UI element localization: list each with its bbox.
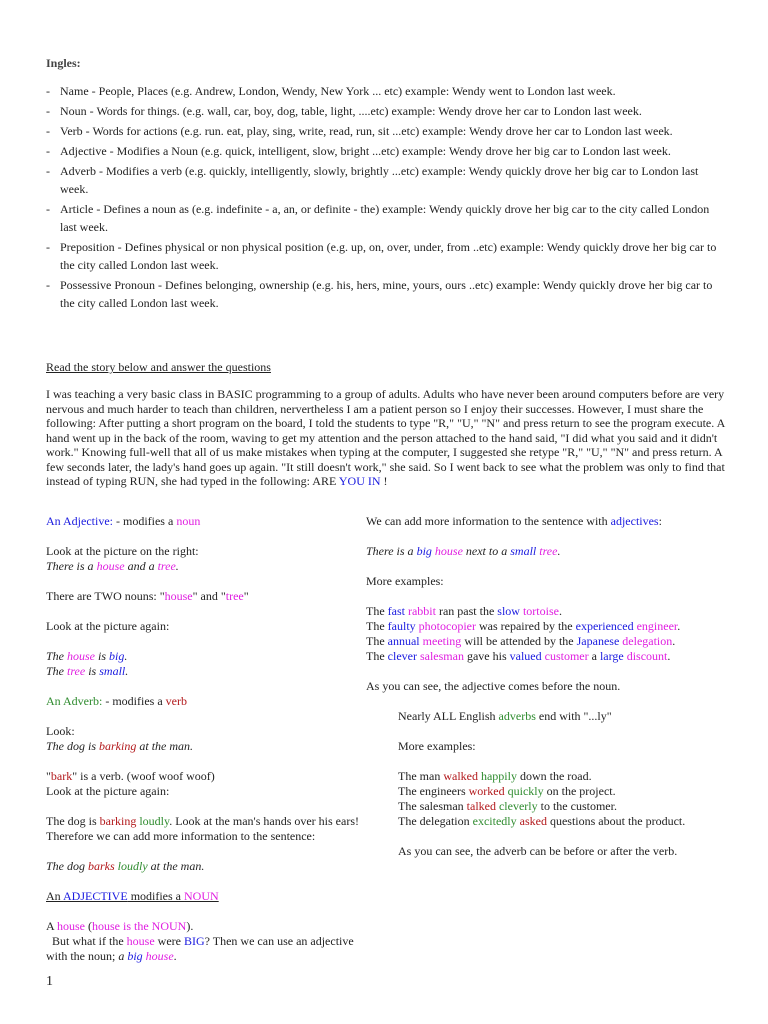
adjective-word: experienced <box>575 619 634 633</box>
text: . Look at the man's hands over his ears! <box>169 814 359 828</box>
left-column <box>46 514 364 964</box>
noun-word: delegation <box>622 634 673 648</box>
text: is <box>95 649 110 663</box>
term-adjective: ADJECTIVE <box>63 889 128 903</box>
story-end: ! <box>380 474 388 488</box>
text: The engineers <box>398 784 469 798</box>
text-line <box>46 589 364 604</box>
text-line <box>46 934 364 964</box>
text: . <box>124 649 128 663</box>
text: There is a <box>46 559 97 573</box>
text-line <box>366 709 738 724</box>
term-adjective: An Adjective: <box>46 514 113 528</box>
noun-word: house <box>96 559 125 573</box>
text: . <box>557 544 561 558</box>
story-text: I was teaching a very basic class in BASIC programming to a group of adults. Adults who have never been around computers before are very nervous and much harder to teach than children, nervertheless I am a patient person so I enjoy their successes. However, I must share the following: After putting a short program on the board, I told the students to type "R," "U," "N" and press return to see the program execute. A hand went up in the back of the room, waving to get my attention and the person attached to the hand said, "I did what you said and it didn't work." Knowing full-well that all of us make mistakes when typing at the computer, I suggested she retype "R," "U," "N" and press return. A few seconds later, the lady's hand goes up again. "It still doesn't work," she said. So I went back to see what the problem was only to find that instead of typing RUN, she had typed in the following: ARE <box>46 387 725 488</box>
noun-word: house <box>434 544 463 558</box>
text: The man <box>398 769 444 783</box>
adjective-word: large <box>599 649 624 663</box>
noun-word: photocopier <box>418 619 476 633</box>
adverb-word: loudly <box>139 814 170 828</box>
text: next to a <box>462 544 511 558</box>
text-line: More examples: <box>366 574 444 588</box>
term-noun: NOUN <box>184 889 219 903</box>
bullet-dash: - <box>46 84 50 98</box>
noun-word: tree <box>157 559 176 573</box>
verb-word: barking <box>99 814 137 828</box>
text: was repaired by the <box>475 619 576 633</box>
text-line: Look at the picture again: <box>46 784 170 798</box>
noun-word: tree <box>225 589 244 603</box>
text: a <box>588 649 600 663</box>
example-sentence <box>366 814 738 829</box>
noun-word: house <box>57 919 86 933</box>
noun-word: discount <box>626 649 668 663</box>
text: The <box>46 649 67 663</box>
example-sentence <box>366 649 738 664</box>
text: There are TWO nouns: " <box>46 589 165 603</box>
term-adjectives: adjectives <box>610 514 659 528</box>
text: But what if the <box>46 934 127 948</box>
adverb-word: cleverly <box>498 799 538 813</box>
text: The <box>366 604 388 618</box>
text: We can add more information to the sentence with <box>366 514 611 528</box>
example-sentence <box>46 859 364 874</box>
text: questions about the product. <box>546 814 686 828</box>
text: will be attended by the <box>461 634 577 648</box>
adjective-word: big <box>416 544 432 558</box>
text: . <box>125 664 129 678</box>
example-sentence <box>366 769 738 784</box>
text-line: As you can see, the adverb can be before or after the verb. <box>398 844 678 858</box>
page-number: 1 <box>46 974 53 989</box>
term-noun: noun <box>176 514 201 528</box>
text: at the man. <box>147 859 205 873</box>
adjective-word: big <box>127 949 143 963</box>
adjective-word: valued <box>509 649 542 663</box>
adjective-word: BIG <box>183 934 205 948</box>
text: . <box>672 634 676 648</box>
text: " and " <box>192 589 226 603</box>
text: The <box>46 664 67 678</box>
text: The salesman <box>398 799 467 813</box>
text: ? Then we can use an adjective with the noun; <box>46 934 357 963</box>
bullet-dash: - <box>46 164 50 178</box>
noun-word: house <box>145 949 174 963</box>
list-item-text: Preposition - Defines physical or non physical position (e.g. up, on, over, under, from ..etc) example: Wendy quickly drove her big car to the city called London last week. <box>60 240 717 272</box>
noun-word: salesman <box>419 649 464 663</box>
text-line <box>46 814 364 829</box>
example-sentence <box>366 544 738 559</box>
text: is <box>85 664 100 678</box>
text: An <box>46 889 64 903</box>
list-item-text: Verb - Words for actions (e.g. run. eat, play, sing, write, read, run, sit ...etc) example: Wendy drove her car to London last week. <box>60 124 673 138</box>
list-item-text: Adjective - Modifies a Noun (e.g. quick, intelligent, slow, bright ...etc) example: Wendy drove her big car to London last week. <box>60 144 671 158</box>
text: " is a verb. (woof woof woof) <box>72 769 215 783</box>
example-sentence <box>366 634 738 649</box>
adverb-word: loudly <box>117 859 148 873</box>
adverb-word: excitedly <box>472 814 517 828</box>
text: A <box>46 919 58 933</box>
list-item <box>46 102 728 120</box>
noun-word: house <box>126 934 155 948</box>
text: end with "...ly" <box>535 709 612 723</box>
adjective-word: big <box>109 649 125 663</box>
noun-word: tree <box>67 664 86 678</box>
text-line <box>46 769 364 784</box>
text: The <box>366 619 388 633</box>
text: The <box>366 649 388 663</box>
list-item-text: Name - People, Places (e.g. Andrew, London, Wendy, New York ... etc) example: Wendy went to London last week. <box>60 84 616 98</box>
adjective-word: annual <box>387 634 420 648</box>
noun-word: house <box>67 649 95 663</box>
example-sentence <box>46 649 364 664</box>
text: at the man. <box>136 739 194 753</box>
example-sentence <box>366 784 738 799</box>
list-item <box>46 200 728 236</box>
example-sentence <box>366 799 738 814</box>
text: " <box>243 589 249 603</box>
adjective-word: clever <box>387 649 417 663</box>
text: The dog <box>46 859 88 873</box>
text-line: As you can see, the adjective comes before the noun. <box>366 679 621 693</box>
noun-word: meeting <box>422 634 462 648</box>
list-item-text: Article - Defines a noun as (e.g. indefinite - a, an, or definite - the) example: Wendy quickly drove her big car to the city called London last week. <box>60 202 710 234</box>
verb-word: worked <box>468 784 505 798</box>
text: on the project. <box>543 784 616 798</box>
adverb-word: happily <box>480 769 517 783</box>
story-paragraph <box>46 387 726 489</box>
section-title: Read the story below and answer the questions <box>46 360 271 374</box>
adjective-word: small <box>510 544 537 558</box>
text-line: More examples: <box>398 739 476 753</box>
text: The dog is <box>46 814 100 828</box>
adjective-word: faulty <box>387 619 416 633</box>
text-line: Look at the picture again: <box>46 619 170 633</box>
adverb-definition <box>46 694 364 709</box>
text: The delegation <box>398 814 473 828</box>
verb-word: bark <box>50 769 73 783</box>
noun-word: rabbit <box>407 604 436 618</box>
bullet-dash: - <box>46 202 50 216</box>
right-column <box>366 514 738 859</box>
text: down the road. <box>516 769 592 783</box>
noun-word: tortoise <box>522 604 559 618</box>
document-heading: Ingles: <box>46 56 81 70</box>
text: . <box>667 649 671 663</box>
story-highlight: YOU IN <box>338 474 381 488</box>
verb-word: barks <box>88 859 115 873</box>
adjective-definition <box>46 514 364 529</box>
text: a <box>118 949 128 963</box>
list-item <box>46 162 728 198</box>
list-item <box>46 238 728 274</box>
list-item-text: Possessive Pronoun - Defines belonging, ownership (e.g. his, hers, mine, yours, ours ..etc) example: Wendy quickly drove her big car to the city called London last week. <box>60 278 713 310</box>
noun-word: tree <box>539 544 558 558</box>
adjective-word: slow <box>497 604 520 618</box>
text-line: Look at the picture on the right: <box>46 544 199 558</box>
noun-word: house <box>164 589 193 603</box>
bullet-dash: - <box>46 144 50 158</box>
example-sentence <box>366 604 738 619</box>
text: to the customer. <box>537 799 617 813</box>
example-sentence <box>366 619 738 634</box>
bullet-dash: - <box>46 104 50 118</box>
list-item-text: Adverb - Modifies a verb (e.g. quickly, intelligently, slowly, brightly ...etc) example: Wendy quickly drove her big car to London last week. <box>60 164 699 196</box>
verb-word: barking <box>99 739 137 753</box>
text: Nearly ALL English <box>398 709 499 723</box>
text: ran past the <box>435 604 498 618</box>
adjective-word: fast <box>387 604 405 618</box>
text: . <box>558 604 562 618</box>
term-adverbs: adverbs <box>498 709 536 723</box>
rule-line <box>46 889 364 904</box>
text: - modifies a <box>102 694 166 708</box>
text: The dog is <box>46 739 100 753</box>
noun-word: customer <box>544 649 589 663</box>
list-item <box>46 82 728 100</box>
bullet-dash: - <box>46 240 50 254</box>
text-line <box>366 514 738 529</box>
example-sentence <box>46 559 364 574</box>
noun-word: engineer <box>636 619 678 633</box>
text: " <box>46 769 51 783</box>
verb-word: talked <box>466 799 496 813</box>
text: were <box>154 934 184 948</box>
text: There is a <box>366 544 417 558</box>
text: gave his <box>463 649 510 663</box>
list-item <box>46 122 728 140</box>
text: - modifies a <box>112 514 177 528</box>
verb-word: asked <box>519 814 547 828</box>
text-line: Therefore we can add more information to the sentence: <box>46 829 316 843</box>
text-line: Look: <box>46 724 75 738</box>
text: ). <box>186 919 194 933</box>
text-line <box>46 919 364 934</box>
text: modifies a <box>127 889 185 903</box>
adjective-word: small <box>99 664 126 678</box>
example-sentence <box>46 739 364 754</box>
text: ( <box>85 919 93 933</box>
text: The <box>366 634 388 648</box>
term-adverb: An Adverb: <box>46 694 103 708</box>
noun-word: house is the NOUN <box>92 919 187 933</box>
list-item <box>46 276 728 312</box>
parts-of-speech-list <box>46 82 728 314</box>
list-item-text: Noun - Words for things. (e.g. wall, car, boy, dog, table, light, ....etc) example: Wendy drove her car to London last week. <box>60 104 642 118</box>
example-sentence <box>46 664 364 679</box>
adjective-word: Japanese <box>576 634 620 648</box>
adverb-word: quickly <box>507 784 544 798</box>
verb-word: walked <box>443 769 478 783</box>
bullet-dash: - <box>46 124 50 138</box>
text: : <box>658 514 662 528</box>
term-verb: verb <box>165 694 187 708</box>
bullet-dash: - <box>46 278 50 292</box>
list-item <box>46 142 728 160</box>
text: . <box>175 559 179 573</box>
text: . <box>677 619 681 633</box>
text: and a <box>124 559 158 573</box>
text: . <box>173 949 177 963</box>
